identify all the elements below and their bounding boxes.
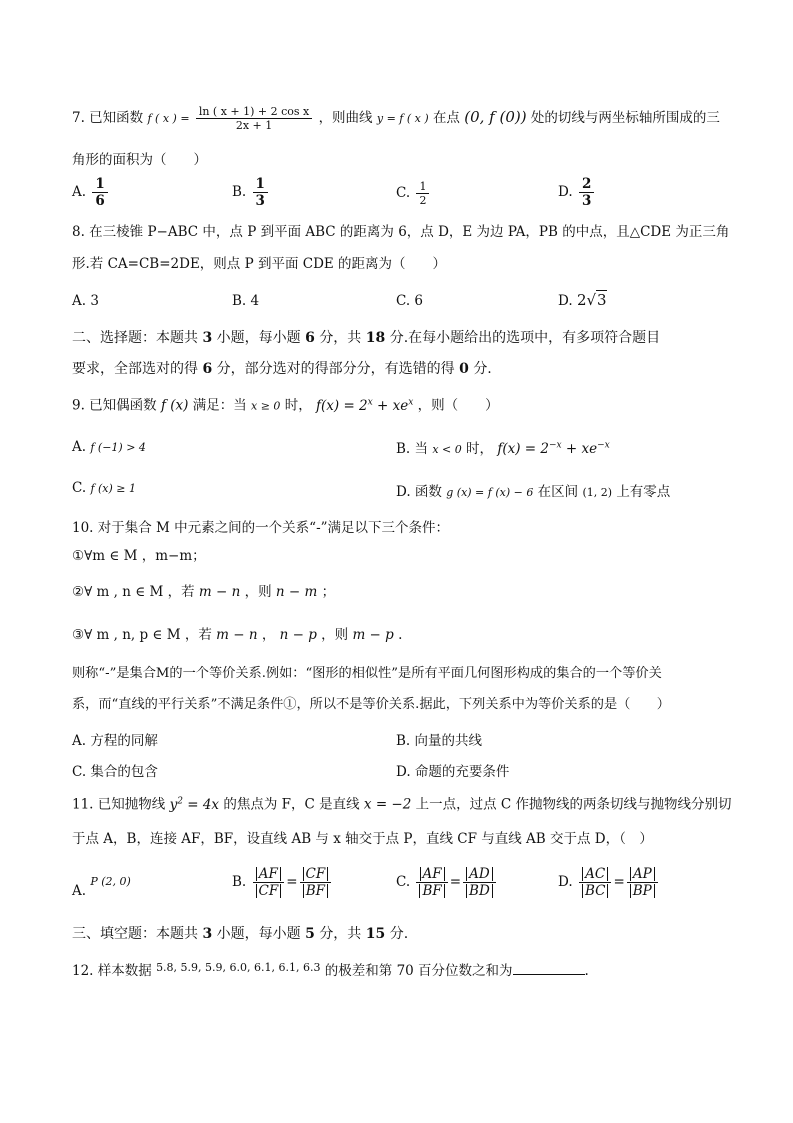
q8-option-d-radicand: 3 [597, 291, 607, 309]
q11-option-d-left [579, 866, 612, 899]
q7-line2: 角形的面积为（ ） [72, 152, 207, 168]
q9-stem-start: 9. 已知偶函数 [72, 397, 157, 414]
q10-option-d: D. 命题的充要条件 [396, 764, 510, 780]
q10-cond3-c: ， [261, 627, 276, 643]
section2-num-1: 3 [202, 330, 213, 346]
section2-text-6: 分，部分选对的得部分分，有选错的得 [216, 361, 455, 377]
section3-text-1: 三、填空题：本题共 [72, 926, 198, 942]
q10-paragraph-2: 系，而“直线的平行关系”不满足条件①，所以不是等价关系.据此，下列关系中为等价关系的是（ ） [72, 697, 670, 712]
q9-option-d-label: D. 函数 [396, 484, 442, 500]
q7-option-c [396, 180, 431, 207]
q10-stem: 10. 对于集合 M 中元素之间的一个关系“-”满足以下三个条件： [72, 520, 450, 536]
q7-number: 7. 已知函数 [72, 110, 144, 127]
q11-option-d-d2: BP [630, 884, 655, 898]
q12-text-3: . [584, 963, 589, 979]
q9-fx: f (x) [160, 397, 189, 414]
q10-cond3-b: m − n [216, 627, 258, 643]
q11-option-c-d2: BD [466, 884, 493, 898]
q10-condition-3 [72, 627, 402, 643]
q12-answer-blank[interactable] [513, 962, 585, 975]
q11-line2: 于点 A，B，连接 AF，BF，设直线 AB 与 x 轴交于点 P，直线 CF 与直线 AB 交于点 D，（ ） [72, 831, 653, 847]
q11-option-d-d1: BC [582, 884, 609, 898]
q11-option-a-label: A. [72, 883, 87, 899]
section3-text-3: 分，共 [319, 926, 362, 942]
q7-option-a-den: 6 [95, 193, 105, 209]
q9-formula [316, 398, 413, 414]
q10-paragraph-1: 则称“-”是集合M的一个等价关系.例如：“图形的相似性”是所有平面几何图形构成的集合的一个等价关 [72, 666, 662, 681]
q11-stem-a: 11. 已知抛物线 [72, 796, 166, 813]
q7-func-fraction [196, 105, 312, 132]
q9-option-b-formula-base: f(x) = 2 [497, 441, 549, 457]
q7-curve: y = f ( x ) [376, 112, 429, 126]
q7-mid-text: ，则曲线 [318, 110, 373, 127]
q11-parabola-y: y [169, 796, 178, 813]
q11-option-d-n1: AC [582, 867, 608, 881]
q9-option-d [396, 480, 670, 500]
section2-text-5: 要求，全部选对的得 [72, 361, 198, 377]
q8-line1: 8. 在三棱锥 P−ABC 中，点 P 到平面 ABC 的距离为 6，点 D，E 为边 PA，PB 的中点，且△CDE 为正三角 [72, 224, 730, 240]
q9-option-b-label: B. 当 [396, 441, 429, 457]
section3-heading [72, 926, 408, 943]
q7-func-denominator: 2x + 1 [235, 119, 273, 133]
section3-num-1: 3 [202, 926, 213, 942]
q11-option-b-label: B. [232, 874, 247, 890]
q11-option-c-left [416, 866, 447, 899]
q9-option-a-label: A. [72, 439, 87, 455]
q9-formula-exp2: x [408, 397, 414, 407]
q7-at-point: 在点 [432, 110, 460, 127]
q8-option-a: A. 3 [72, 293, 99, 309]
section2-num-5: 0 [459, 361, 469, 377]
q9-option-b-exp1: −x [548, 440, 562, 451]
q11-parabola [170, 797, 219, 813]
section2-text-1: 二、选择题：本题共 [72, 330, 198, 346]
q9-formula-exp1: x [367, 397, 373, 407]
q10-cond2-a: ②∀ m , n ∈ M ，若 [72, 584, 195, 600]
q10-cond2-c: ，则 [244, 584, 272, 600]
q11-option-b: B. $\frac{AF}{CF}$ = $\frac{CF}{BF}$ [232, 866, 333, 899]
q8-option-c: C. 6 [396, 293, 424, 309]
q10-cond3-f: m − p [352, 627, 394, 643]
section2-num-4: 6 [202, 361, 213, 377]
q8-option-b: B. 4 [232, 293, 260, 309]
section3-text-4: 分. [389, 926, 409, 942]
q10-cond2-d: n − m [275, 584, 318, 600]
section2-line2 [72, 361, 492, 378]
q11-option-c-d1: BF [419, 884, 444, 898]
q9-option-d-interval: (1, 2) [582, 486, 613, 499]
q11-stem-c: 上一点，过点 C 作抛物线的两条切线与抛物线分别切 [415, 796, 732, 813]
q11-option-c-n1: AF [420, 867, 445, 881]
q11-line1 [72, 796, 732, 813]
section2-text-3: 分，共 [319, 330, 362, 346]
q9-option-b-mid: 时， [466, 441, 494, 457]
q7-option-b-fraction [253, 176, 268, 209]
q12-data: 5.8, 5.9, 5.9, 6.0, 6.1, 6.1, 6.3 [156, 961, 321, 974]
q10-cond3-g: . [398, 627, 403, 643]
q11-option-b-left [253, 866, 285, 899]
q7-option-b [232, 176, 270, 209]
q11-parabola-rhs: = 4x [182, 796, 220, 813]
q7-func-lhs: f ( x ) = [147, 112, 190, 126]
q10-condition-1: ①∀m ∈ M ，m−m； [72, 548, 206, 564]
q9-option-c-label: C. [72, 480, 87, 496]
q9-option-d-mid: 在区间 [537, 484, 579, 500]
q7-option-a [72, 176, 110, 209]
q10-option-b: B. 向量的共线 [396, 733, 483, 749]
q9-option-b-plus: + xe [561, 441, 598, 457]
q9-option-d-formula: g (x) = f (x) − 6 [446, 486, 534, 499]
section3-num-3: 15 [365, 926, 386, 942]
q9-option-c-text: f (x) ≥ 1 [90, 482, 137, 495]
q11-option-d-right [627, 866, 658, 899]
section2-text-4: 分.在每小题给出的选项中，有多项符合题目 [389, 330, 661, 346]
q9-formula-base: f(x) = 2 [316, 397, 368, 414]
section2-text-2: 小题，每小题 [216, 330, 301, 346]
q9-option-b-exp2: −x [597, 440, 610, 451]
q10-cond2-e: ； [321, 584, 336, 600]
q11-option-d-label: D. [558, 874, 573, 890]
q10-cond2-b: m − n [198, 584, 241, 600]
q7-option-d-num: 2 [579, 176, 594, 193]
q8-option-d-label: D. [558, 293, 573, 309]
q7-tail-text: 处的切线与两坐标轴所围成的三 [530, 110, 720, 127]
q10-condition-2 [72, 584, 335, 600]
q11-option-d-n2: AP [630, 867, 655, 881]
section2-text-7: 分. [473, 361, 492, 377]
q8-line2: 形.若 CA=CB=2DE，则点 P 到平面 CDE 的距离为（ ） [72, 256, 447, 272]
q8-option-d: D. 2√3 [558, 291, 607, 309]
q7-option-b-num: 1 [253, 176, 268, 193]
q11-option-c: C. $\frac{AF}{BF}$ = $\frac{AD}{BD}$ [396, 866, 498, 899]
q11-line-x: x = −2 [363, 796, 412, 813]
q9-condition: x ≥ 0 [251, 399, 281, 413]
q7-option-d [558, 176, 596, 209]
q11-option-b-n1: AF [256, 867, 281, 881]
q8-option-d-coef: 2 [576, 291, 587, 309]
q7-line1 [72, 105, 720, 132]
section2-line1 [72, 330, 660, 347]
q9-option-b-formula [497, 441, 609, 457]
q10-cond3-d: n − p [279, 627, 317, 643]
q11-option-c-right [463, 866, 496, 899]
q9-stem-when: 满足：当 [192, 397, 247, 414]
section3-num-2: 5 [305, 926, 315, 942]
q11-option-d: D. $\frac{AC}{BC}$ = $\frac{AP}{BP}$ [558, 866, 660, 899]
section2-num-2: 6 [305, 330, 315, 346]
q9-option-b [396, 437, 610, 457]
section3-text-2: 小题，每小题 [216, 926, 301, 942]
q7-option-c-den: 2 [419, 194, 427, 207]
q9-option-c [72, 480, 136, 496]
q7-option-c-fraction [416, 180, 429, 207]
q9-stem [72, 397, 499, 414]
q7-option-d-fraction [579, 176, 594, 209]
q7-option-a-num: 1 [92, 176, 107, 193]
q11-option-a-text: P (2, 0) [90, 875, 131, 888]
q10-option-c: C. 集合的包含 [72, 764, 158, 780]
q9-stem-end: ，则（ ） [417, 397, 499, 414]
q12-text-1: 12. 样本数据 [72, 963, 152, 979]
q7-option-c-num: 1 [416, 180, 429, 194]
q11-stem-b: 的焦点为 F，C 是直线 [223, 796, 360, 813]
q7-option-a-fraction [92, 176, 107, 209]
q7-option-b-den: 3 [255, 193, 265, 209]
q9-option-b-cond: x < 0 [432, 443, 462, 456]
q11-option-b-n2: CF [303, 867, 329, 881]
q7-option-a-label: A. [72, 184, 87, 200]
q7-option-d-den: 3 [581, 193, 592, 209]
q11-option-b-right [300, 866, 332, 899]
q9-option-a [72, 439, 146, 455]
section2-num-3: 18 [365, 330, 386, 346]
q10-cond3-e: ，则 [321, 627, 349, 643]
q7-option-c-label: C. [396, 185, 411, 201]
q7-point: (0, f (0)) [464, 108, 527, 127]
q12-text-2: 的极差和第 70 百分位数之和为 [324, 963, 513, 979]
q11-parabola-exp: 2 [177, 796, 183, 806]
q11-option-b-d2: BF [303, 884, 328, 898]
q9-option-a-text: f (−1) > 4 [90, 441, 146, 454]
q7-option-b-label: B. [232, 184, 247, 200]
q9-stem-then: 时， [284, 397, 312, 414]
q10-option-a: A. 方程的同解 [72, 733, 158, 749]
q11-option-a [72, 875, 131, 899]
q11-option-c-label: C. [396, 874, 411, 890]
q12-line [72, 962, 589, 979]
q9-option-d-tail: 上有零点 [616, 484, 671, 500]
q7-option-d-label: D. [558, 184, 573, 200]
q10-cond3-a: ③∀ m , n, p ∈ M ，若 [72, 627, 212, 643]
q11-option-b-d1: CF [256, 884, 282, 898]
q7-func-numerator: ln ( x + 1) + 2 cos x [196, 105, 312, 119]
q9-formula-plus: + xe [372, 397, 409, 414]
q11-option-c-n2: AD [466, 867, 493, 881]
